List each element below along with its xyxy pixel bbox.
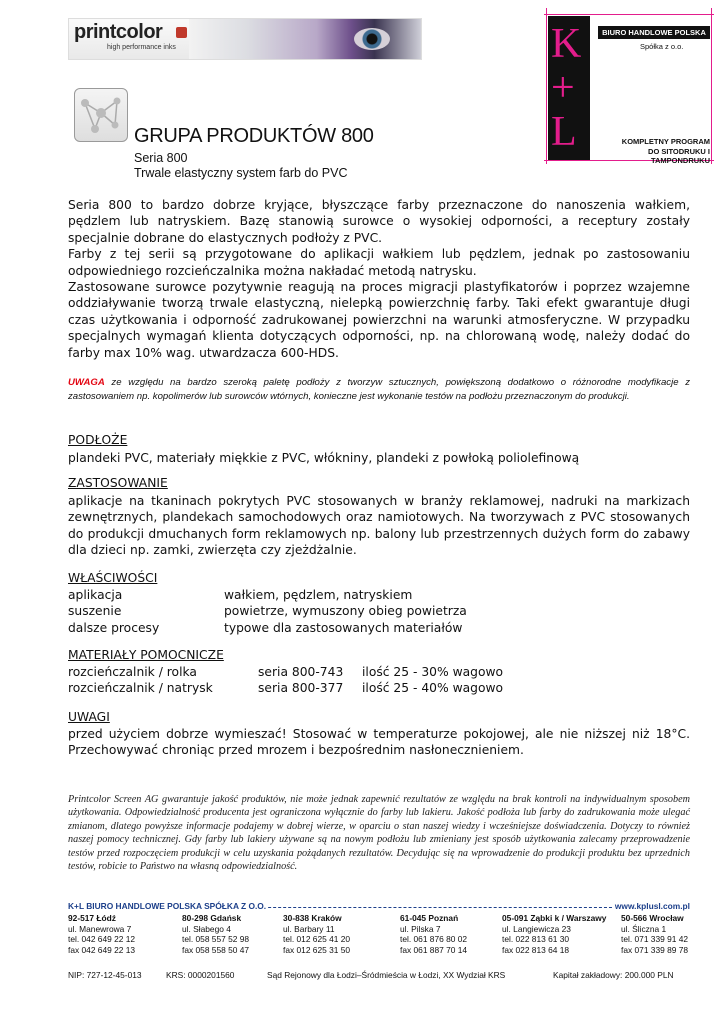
brand-tagline: high performance inks (107, 44, 176, 51)
substrate-text: plandeki PVC, materiały miękkie z PVC, włókniny, plandeki z powłoką poliolefinową (68, 451, 580, 465)
kl-program-line-1: KOMPLETNY PROGRAM (621, 137, 710, 146)
company-divider (218, 907, 622, 908)
office-fax: fax 058 558 50 47 (182, 944, 250, 955)
warning-text: ze względu na bardzo szeroką paletę podłoży z tworzyw sztucznych, powiększoną dodatkowo o różnorodne modyfikacje z zastosowaniem np. kopolimerów lub surowców wtórnych, konieczne jest wykonanie testów na podłożu przeznaczonym do produkcji. (68, 377, 690, 402)
office-phone: tel. 042 649 22 12 (68, 934, 136, 945)
series-label: Seria 800 (134, 151, 188, 165)
table-row (68, 603, 467, 619)
nip-number: NIP: 727-12-45-013 (68, 970, 142, 980)
auxiliary-table (68, 664, 503, 697)
auxiliary-series: seria 800-377 (258, 681, 344, 696)
property-name: suszenie (68, 604, 122, 619)
court-registry: Sąd Rejonowy dla Łodzi–Śródmieścia w Łodzi, XX Wydział KRS (267, 970, 506, 980)
properties-heading: WŁAŚCIWOŚCI (68, 571, 158, 585)
office-fax: fax 042 649 22 13 (68, 944, 136, 955)
intro-text (68, 197, 690, 361)
office-fax: fax 061 887 70 14 (400, 944, 468, 955)
office-city: 80-298 Gdańsk (182, 913, 242, 923)
warning-label: UWAGA (68, 377, 105, 388)
remarks-text: przed użyciem dobrze wymieszać! Stosować w temperaturze pokojowej, ale nie niższej niż 18°C. Przechowywać chroniąc przed mrozem i bezpośrednim nasłonecznieniem. (68, 727, 690, 758)
office-phone: tel. 061 876 80 02 (400, 934, 468, 945)
property-value: wałkiem, pędzlem, natryskiem (224, 588, 413, 602)
application-text: aplikacje na tkaninach pokrytych PVC stosowanych w branży reklamowej, nadruki na markizach zewnętrznych, plandekach samochodowych oraz namiotowych. Na tworzywach z PVC stosowanych do produkcji dmuchanych form reklamowych np. balony lub przestrzennych dużych form do zabawy dla dzieci np. zamki, zwierzęta czy zjeżdżalnie. (68, 494, 690, 558)
office-phone: tel. 058 557 52 98 (182, 934, 250, 945)
intro-paragraph: Farby z tej serii są przygotowane do aplikacji wałkiem lub pędzlem, jednak po zastosowaniu odpowiedniego rozcieńczalnika można nakładać metodą natrysku. (68, 247, 690, 278)
property-name: aplikacja (68, 588, 123, 602)
office-street: ul. Manewrowa 7 (68, 923, 132, 934)
office-poznan (400, 913, 467, 955)
office-street: ul. Słabego 4 (182, 923, 231, 934)
remarks-heading: UWAGI (68, 710, 110, 724)
network-icon (74, 88, 128, 142)
office-phone: tel. 022 813 61 30 (502, 934, 570, 945)
office-phone: tel. 071 339 91 42 (621, 934, 689, 945)
office-fax: fax 022 813 64 18 (502, 944, 570, 955)
kl-crop-line-right (711, 8, 712, 164)
auxiliary-amount: ilość 25 - 30% wagowo (362, 665, 504, 679)
property-value: powietrze, wymuszony obieg powietrza (224, 604, 467, 619)
property-value: typowe dla zastosowanych materiałów (224, 620, 463, 635)
brand-mark-icon (176, 27, 187, 38)
kl-company-name: BIURO HANDLOWE POLSKA (598, 26, 710, 39)
page-title: GRUPA PRODUKTÓW 800 (134, 125, 374, 147)
office-city: 61-045 Poznań (400, 913, 459, 923)
properties-table (68, 587, 467, 636)
auxiliary-name: rozcieńczalnik / natrysk (68, 681, 213, 696)
office-gdansk (182, 913, 249, 955)
auxiliary-amount: ilość 25 - 40% wagowo (362, 681, 504, 696)
auxiliary-heading: MATERIAŁY POMOCNICZE (68, 648, 224, 662)
office-lodz (68, 913, 135, 955)
office-zabki (502, 913, 606, 955)
office-city: 30-838 Kraków (283, 913, 342, 923)
office-city: 05-091 Ząbki k / Warszawy (502, 913, 607, 923)
table-row (68, 664, 503, 680)
company-website-link[interactable]: www.kplusl.com.pl (614, 901, 690, 911)
eye-image-icon (354, 28, 390, 50)
table-row (68, 680, 503, 696)
office-phone: tel. 012 625 41 20 (283, 934, 351, 945)
kl-crop-line-top (544, 14, 714, 15)
share-capital: Kapitał zakładowy: 200.000 PLN (553, 970, 674, 980)
auxiliary-series: seria 800-743 (258, 665, 344, 679)
office-krakow (283, 913, 350, 955)
office-city: 92-517 Łódź (68, 913, 116, 923)
disclaimer-text: Printcolor Screen AG gwarantuje jakość produktów, nie może jednak zapewnić rezultatów ze względu na brak kontroli na indywidualnym sposobem użytkowania. Odpowiedzialność producenta jest ograniczona wyłącznie do farby lub lakieru. Jakość podłoża lub farby do zadrukowania może ulegać zmianom, dlatego powyższe informacje podajemy w dobrej wierze, w oparciu o stan naszej wiedzy i wcześniejsze doświadczenia. Dotyczy to również naszej pomocy technicznej. Gdy farby lub lakiery używane są na nowym podłożu lub zmieniany jest sposób użytkowania zalecamy przeprowadzenie testów przed rozpoczęciem produkcji w celu uzyskania pożądanych rezultatów. Decydując się na wprowadzenie do produkcji produktu bez uprzednich testów, robicie to Państwo na własną odpowiedzialność. (68, 794, 690, 873)
warning-note (68, 376, 690, 404)
intro-paragraph: Seria 800 to bardzo dobrze kryjące, błyszczące farby przeznaczone do nanoszenia wałkiem, pędzlem lub natryskiem. Bazę stanowią surowce o wysokiej odporności, a receptury zostały specjalnie dobrane do elastycznych podłoży z PVC. (68, 198, 690, 245)
table-row (68, 587, 467, 603)
table-row (68, 620, 467, 636)
company-bar (68, 901, 690, 913)
company-name: K+L BIURO HANDLOWE POLSKA SPÓŁKA Z O.O. (68, 901, 267, 911)
krs-number: KRS: 0000201560 (166, 970, 235, 980)
kl-logo-text: K+L (551, 21, 582, 155)
application-heading: ZASTOSOWANIE (68, 476, 168, 490)
property-name: dalsze procesy (68, 620, 160, 635)
office-wroclaw (621, 913, 688, 955)
substrate-heading: PODŁOŻE (68, 433, 128, 447)
office-street: ul. Ślicznа 1 (621, 923, 667, 934)
product-subtitle: Trwale elastyczny system farb do PVC (134, 166, 348, 180)
intro-paragraph: Zastosowane surowce pozytywnie reagują na proces migracji plastyfikatorów i poprzez wzajemne oddziaływanie tworzą trwale elastyczną, nielepką powierzchnię farby. Taki efekt gwarantuje długi czas użytkowania i odporność zadrukowanej powierzchni na warunki atmosferyczne. W przypadku specjalnych wymagań klienta dotyczących odporności, np. na chlorowaną wodę, należy dodać do farby max 10% wag. utwardzacza 600-HDS. (68, 280, 690, 360)
printcolor-banner (68, 18, 422, 60)
office-fax: fax 012 625 31 50 (283, 944, 351, 955)
office-street: ul. Barbary 11 (283, 923, 335, 934)
kl-company-type: Spółka z o.o. (640, 42, 684, 51)
brand-logo-text: printcolor (74, 21, 163, 43)
kl-crop-line-left (546, 8, 547, 164)
kl-logo-letters (551, 22, 587, 154)
office-street: ul. Langiewicza 23 (502, 923, 571, 934)
kl-program-line-2: DO SITODRUKU I TAMPONDRUKU (648, 147, 710, 165)
auxiliary-name: rozcieńczalnik / rolka (68, 665, 197, 679)
office-street: ul. Pilska 7 (400, 923, 441, 934)
office-city: 50-566 Wrocław (621, 913, 684, 923)
office-fax: fax 071 339 89 78 (621, 944, 689, 955)
